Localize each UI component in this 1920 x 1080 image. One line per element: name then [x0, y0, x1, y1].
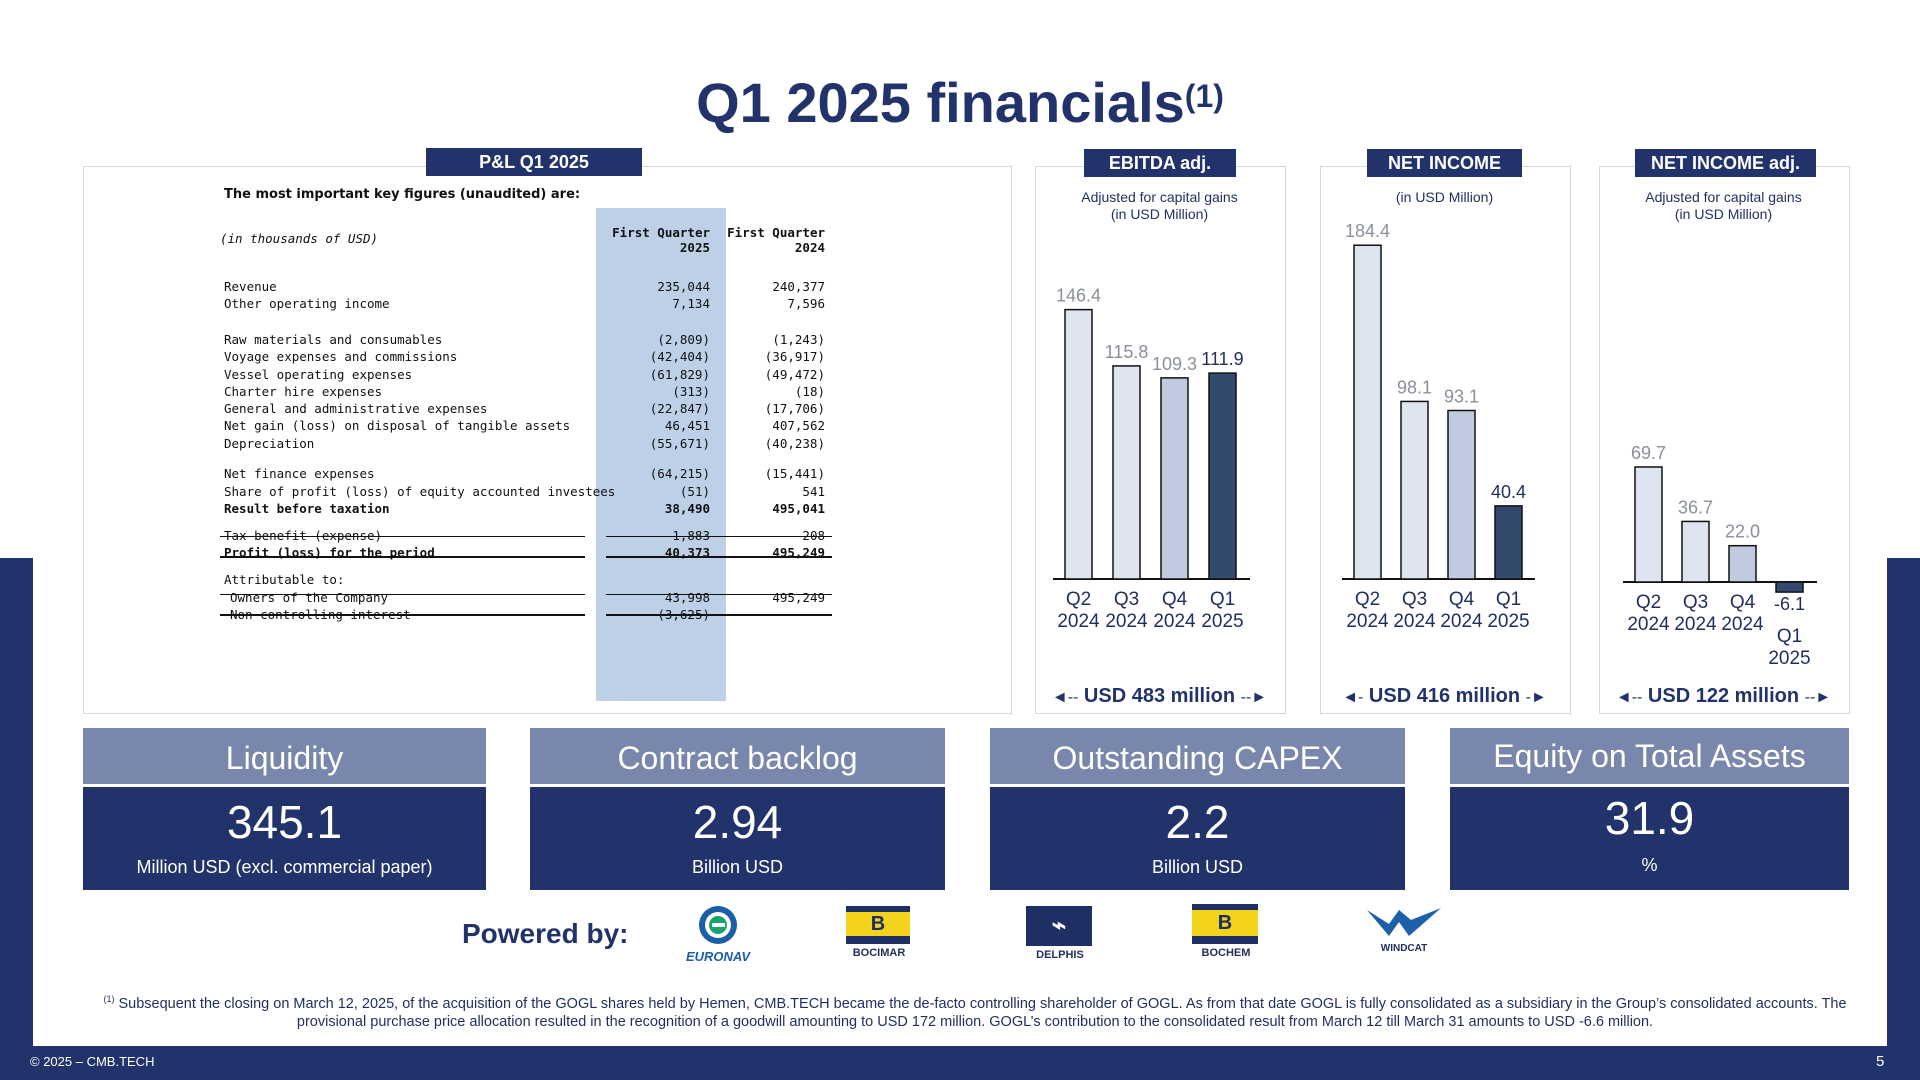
kpi-label: Outstanding CAPEX — [990, 728, 1405, 784]
pl-row-value-2024: (15,441) — [764, 466, 825, 481]
pl-row-value-2024: (36,917) — [764, 349, 825, 364]
pl-row — [220, 572, 840, 590]
pl-units: (in thousands of USD) — [220, 231, 379, 246]
ebitda-chart — [1035, 260, 1284, 640]
arrow-right-icon: --► — [1804, 689, 1832, 706]
category-label: 2024 — [1153, 611, 1196, 632]
logo-delphis: ⌁ DELPHIS — [1026, 906, 1094, 961]
data-label: 109.3 — [1151, 353, 1198, 374]
kpi-contract-backlog — [530, 728, 945, 890]
pl-row-value-2025: 43,998 — [664, 590, 710, 605]
pl-row-label: Net gain (loss) on disposal of tangible assets — [224, 418, 571, 433]
kpi-value: 2.94 — [692, 796, 783, 848]
page-number: 5 — [1876, 1053, 1885, 1070]
arrow-left-icon: ◄-- — [1615, 689, 1643, 706]
pl-col-header-2024: First Quarter 2024 — [727, 225, 825, 255]
kpi-unit: Billion USD — [1151, 857, 1244, 877]
kpi-body — [1450, 787, 1849, 890]
category-label: Q1 — [1495, 589, 1522, 610]
pl-row-label: Depreciation — [224, 436, 315, 451]
delphis-logo-icon: ⌁ — [1026, 906, 1092, 946]
bar — [1776, 582, 1803, 592]
category-label: 2024 — [1346, 611, 1389, 632]
rule-line — [220, 614, 585, 616]
pl-row-label: Charter hire expenses — [224, 384, 383, 399]
pl-row-value-2024: — — [817, 607, 825, 622]
pl-tag: P&L Q1 2025 — [426, 148, 642, 176]
pl-row — [220, 501, 840, 519]
pl-row-value-2025: (3,625) — [657, 607, 710, 622]
rule-line — [606, 594, 832, 595]
pl-row-value-2025: (313) — [672, 384, 710, 399]
pl-row-value-2025: (64,215) — [649, 466, 710, 481]
ebitda-subtitle: Adjusted for capital gains (in USD Million) — [1081, 189, 1238, 222]
pl-row — [220, 349, 840, 367]
pl-row-value-2025: 1,883 — [672, 528, 710, 543]
pl-row-label: Attributable to: — [224, 572, 345, 587]
pl-row-value-2025: 7,134 — [672, 296, 710, 311]
kpi-body — [83, 787, 486, 890]
pl-row-label: Voyage expenses and commissions — [224, 349, 458, 364]
logo-bocimar: B BOCIMAR — [846, 906, 912, 959]
rule-line — [606, 614, 832, 616]
page-title: Q1 2025 financials$^{(1)}$ — [696, 71, 1224, 134]
pl-row-value-2025: (2,809) — [657, 332, 710, 347]
rule-line — [606, 536, 832, 537]
category-label: Q1 — [1776, 626, 1803, 648]
data-label: 184.4 — [1344, 221, 1391, 242]
kpi-outstanding-capex — [990, 728, 1405, 890]
pl-row-label: Vessel operating expenses — [224, 367, 413, 382]
bar — [1065, 310, 1092, 579]
pl-row — [220, 279, 840, 297]
category-label: 2024 — [1721, 614, 1764, 635]
logo-euronav: EURONAV — [676, 904, 760, 964]
pl-row-label: Other operating income — [224, 296, 390, 311]
net-income-total: ◄- USD 416 million -► — [1342, 685, 1547, 707]
pl-row-value-2025: 46,451 — [664, 418, 710, 433]
bocimar-logo-icon: B — [846, 906, 910, 944]
category-label: Q3 — [1401, 589, 1428, 610]
net-income-tag: NET INCOME — [1367, 149, 1522, 177]
data-label: 115.8 — [1104, 341, 1149, 362]
net-income-chart — [1320, 210, 1569, 640]
data-label: 36.7 — [1677, 497, 1714, 518]
pl-row — [220, 367, 840, 385]
pl-row-value-2024: (17,706) — [764, 401, 825, 416]
kpi-value: 2.2 — [1165, 796, 1230, 848]
pl-row-value-2024: 208 — [802, 528, 825, 543]
category-label: Q3 — [1113, 589, 1140, 610]
logo-windcat: WINDCAT — [1364, 906, 1444, 954]
category-label: Q2 — [1354, 589, 1381, 610]
bar — [1401, 401, 1428, 579]
pl-row-value-2025: (61,829) — [649, 367, 710, 382]
pl-row-label: Profit (loss) for the period — [224, 545, 435, 560]
bar — [1682, 521, 1709, 582]
pl-row-label: Non-controlling interest — [230, 607, 411, 622]
pl-row-label: Net finance expenses — [224, 466, 375, 481]
pl-row-label: Owners of the Company — [230, 590, 389, 605]
pl-row — [220, 401, 840, 419]
euronav-logo-icon — [696, 904, 740, 946]
pl-row-value-2024: 495,249 — [772, 545, 825, 560]
pl-row-value-2025: 235,044 — [657, 279, 710, 294]
kpi-body — [990, 787, 1405, 890]
kpi-unit: Million USD (excl. commercial paper) — [136, 857, 433, 877]
category-label: 2025 — [1201, 611, 1244, 632]
pl-row — [220, 607, 840, 625]
data-label: 22.0 — [1724, 521, 1761, 542]
rule-line — [220, 536, 585, 537]
kpi-label: Liquidity — [83, 728, 486, 784]
pl-row — [220, 484, 840, 502]
logo-bochem: B BOCHEM — [1192, 904, 1260, 959]
bar — [1495, 506, 1522, 579]
category-label: 2025 — [1487, 611, 1530, 632]
pl-row-label: Result before taxation — [224, 501, 390, 516]
pl-row — [220, 296, 840, 314]
arrow-left-icon: ◄- — [1342, 689, 1364, 706]
pl-row-value-2025: 40,373 — [664, 545, 710, 560]
kpi-equity-on-total-assets — [1450, 728, 1849, 890]
category-label: Q4 — [1161, 589, 1188, 610]
category-label: 2024 — [1674, 614, 1717, 635]
category-label: 2024 — [1057, 611, 1100, 632]
pl-row-value-2024: 7,596 — [787, 296, 825, 311]
pl-row-value-2024: (18) — [794, 384, 825, 399]
pl-row-label: Tax benefit (expense) — [224, 528, 383, 543]
data-label: -6.1 — [1773, 594, 1806, 615]
pl-row-value-2025: (22,847) — [649, 401, 710, 416]
pl-row-value-2024: (49,472) — [764, 367, 825, 382]
category-label: 2025 — [1768, 648, 1811, 670]
kpi-label: Equity on Total Assets — [1450, 728, 1849, 784]
pl-row-value-2025: 38,490 — [664, 501, 710, 516]
arrow-left-icon: ◄-- — [1051, 689, 1079, 706]
rule-line — [220, 556, 585, 558]
kpi-value: 31.9 — [1604, 792, 1695, 844]
pl-row-value-2024: 240,377 — [772, 279, 825, 294]
data-label: 69.7 — [1630, 442, 1667, 463]
bar — [1113, 366, 1140, 579]
pl-row-value-2024: (40,238) — [764, 436, 825, 451]
windcat-logo-icon — [1365, 906, 1443, 940]
pl-row-label: Share of profit (loss) of equity accounted investees — [224, 484, 616, 499]
category-label: Q2 — [1635, 592, 1662, 613]
pl-row-value-2024: 541 — [802, 484, 825, 499]
ebitda-total: ◄-- USD 483 million --► — [1051, 685, 1268, 707]
category-label: 2024 — [1105, 611, 1148, 632]
bar — [1448, 410, 1475, 579]
bar — [1354, 245, 1381, 579]
rule-line — [220, 594, 585, 595]
bar — [1161, 378, 1188, 579]
pl-row — [220, 384, 840, 402]
net-income-adj-chart — [1599, 430, 1848, 680]
pl-row — [220, 545, 840, 563]
pl-row — [220, 528, 840, 546]
bar — [1635, 467, 1662, 582]
bochem-logo-icon: B — [1192, 904, 1258, 944]
kpi-value: 345.1 — [226, 796, 343, 848]
data-label: 111.9 — [1201, 349, 1244, 370]
net-income-subtitle: (in USD Million) — [1395, 189, 1494, 205]
net-income-adj-tag: NET INCOME adj. — [1635, 149, 1816, 177]
pl-row — [220, 332, 840, 350]
kpi-label: Contract backlog — [530, 728, 945, 784]
arrow-right-icon: --► — [1240, 689, 1268, 706]
pl-row-value-2025: (55,671) — [649, 436, 710, 451]
pl-row — [220, 436, 840, 454]
category-label: Q1 — [1209, 589, 1236, 610]
ebitda-tag: EBITDA adj. — [1084, 149, 1236, 177]
data-label: 93.1 — [1443, 386, 1480, 407]
pl-row-value-2024: 495,041 — [772, 501, 825, 516]
category-label: Q4 — [1448, 589, 1475, 610]
pl-heading: The most important key figures (unaudited) are: — [224, 187, 581, 202]
pl-row-label: Raw materials and consumables — [224, 332, 443, 347]
copyright: © 2025 – CMB.TECH — [30, 1054, 155, 1069]
kpi-body — [530, 787, 945, 890]
bar — [1729, 546, 1756, 582]
category-label: Q2 — [1065, 589, 1092, 610]
kpi-liquidity — [83, 728, 486, 890]
data-label: 98.1 — [1396, 377, 1433, 398]
net-income-adj-subtitle: Adjusted for capital gains (in USD Million) — [1645, 189, 1802, 222]
pl-row-value-2024: 407,562 — [772, 418, 825, 433]
category-label: 2024 — [1440, 611, 1483, 632]
pl-row-value-2024: (1,243) — [772, 332, 825, 347]
category-label: Q4 — [1729, 592, 1756, 613]
kpi-unit: % — [1641, 855, 1658, 875]
data-label: 40.4 — [1490, 481, 1527, 502]
category-label: 2024 — [1393, 611, 1436, 632]
pl-row — [220, 466, 840, 484]
kpi-unit: Billion USD — [691, 857, 784, 877]
pl-row-label: General and administrative expenses — [224, 401, 488, 416]
pl-row — [220, 590, 840, 608]
category-label: Q3 — [1682, 592, 1709, 613]
powered-by-label: Powered by: — [462, 918, 629, 949]
bar — [1209, 373, 1236, 579]
category-label: 2024 — [1627, 614, 1670, 635]
pl-col-header-2025: First Quarter 2025 — [612, 225, 710, 255]
arrow-right-icon: -► — [1525, 689, 1547, 706]
pl-row-value-2025: (42,404) — [649, 349, 710, 364]
footnote: $^{(1)}$ Subsequent the closing on March 12, 2025, of the acquisition of the GOGL shares held by Hemen, CMB.TECH became the de-facto controlling shareholder of GOGL. As from that date GOGL is fully consolidated as a subsidiary in the Group’s consolidated accounts. The provisional purchase price allocation resulted in the recognition of a goodwill amounting to USD 172 million. GOGL’s contribution to the consolidated result from March 12 till March 31 amounts to USD -6.6 million. — [103, 994, 1847, 1030]
pl-row-label: Revenue — [224, 279, 277, 294]
rule-line — [606, 556, 832, 558]
pl-row — [220, 418, 840, 436]
data-label: 146.4 — [1055, 285, 1102, 306]
pl-row-value-2024: 495,249 — [772, 590, 825, 605]
net-income-adj-total: ◄-- USD 122 million --► — [1615, 685, 1832, 707]
pl-row-value-2025: (51) — [679, 484, 710, 499]
